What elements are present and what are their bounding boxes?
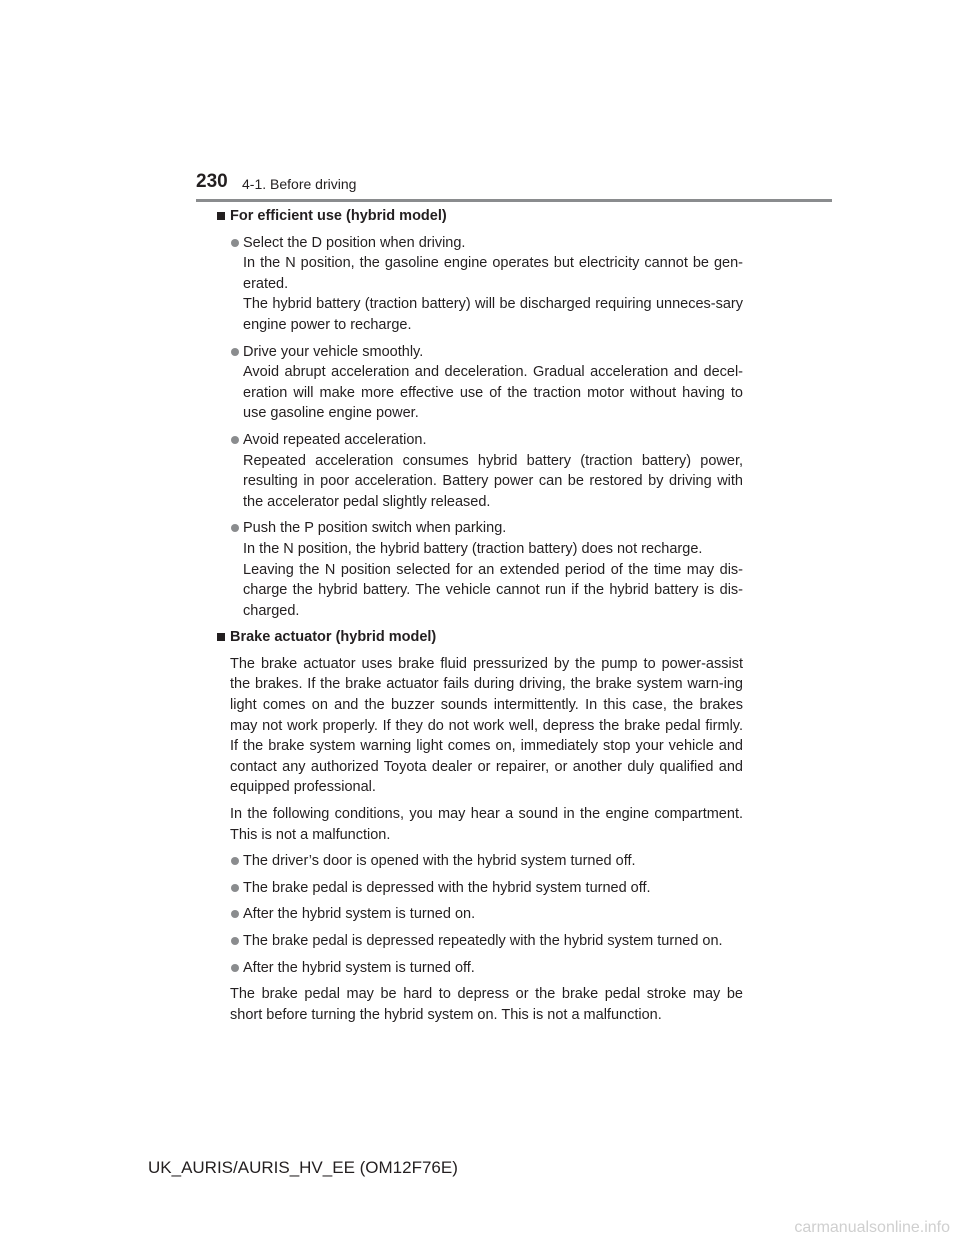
list-item bbox=[215, 233, 743, 336]
list-item bbox=[215, 878, 743, 899]
item-text: The driver’s door is opened with the hybrid system turned off. bbox=[243, 853, 636, 870]
section-title: 4-1. Before driving bbox=[242, 176, 357, 192]
item-text: Repeated acceleration consumes hybrid battery (traction battery) power, resulting in poor acceleration. Battery power can be restored by driving with the accelerator pedal slightly released. bbox=[243, 452, 743, 510]
header-rule bbox=[196, 199, 832, 202]
round-bullet-icon bbox=[231, 937, 239, 945]
paragraph: The brake pedal may be hard to depress or the brake pedal stroke may be short before turning the hybrid system on. This is not a malfunction. bbox=[230, 986, 743, 1023]
item-text: The brake pedal is depressed with the hybrid system turned off. bbox=[243, 879, 651, 896]
square-bullet-icon bbox=[217, 633, 225, 641]
list-item bbox=[215, 518, 743, 621]
round-bullet-icon bbox=[231, 884, 239, 892]
brake-actuator-heading bbox=[215, 627, 743, 648]
item-text: After the hybrid system is turned off. bbox=[243, 959, 475, 976]
item-title: Select the D position when driving. bbox=[243, 234, 466, 251]
heading-text: Brake actuator (hybrid model) bbox=[230, 629, 437, 646]
round-bullet-icon bbox=[231, 524, 239, 532]
round-bullet-icon bbox=[231, 239, 239, 247]
page-number: 230 bbox=[196, 171, 228, 192]
paragraph: The brake actuator uses brake fluid pressurized by the pump to power-assist the brakes. If the brake actuator fails during driving, the brake system warn-ing light comes on and the buzzer sounds intermittently. In this case, the brakes may not work properly. If they do not work well, depress the brake pedal firmly. If the brake system warning light comes on, immediately stop your vehicle and contact any authorized Toyota dealer or repairer, or another duly qualified and equipped professional. bbox=[230, 655, 743, 796]
paragraph: In the following conditions, you may hear a sound in the engine compartment. This is not a malfunction. bbox=[230, 806, 743, 843]
watermark: carmanualsonline.info bbox=[794, 1219, 950, 1236]
item-title: Avoid repeated acceleration. bbox=[243, 431, 427, 448]
square-bullet-icon bbox=[217, 212, 225, 220]
list-item bbox=[215, 904, 743, 925]
item-text: The hybrid battery (traction battery) will be discharged requiring unneces-sary engine power to recharge. bbox=[243, 296, 743, 333]
item-text: The brake pedal is depressed repeatedly with the hybrid system turned on. bbox=[243, 933, 723, 949]
round-bullet-icon bbox=[231, 910, 239, 918]
item-title: Push the P position switch when parking. bbox=[243, 520, 507, 537]
item-title: Drive your vehicle smoothly. bbox=[243, 343, 424, 360]
main-content bbox=[215, 206, 743, 1031]
round-bullet-icon bbox=[231, 348, 239, 356]
footer-model-code: UK_AURIS/AURIS_HV_EE (OM12F76E) bbox=[148, 1158, 458, 1177]
round-bullet-icon bbox=[231, 964, 239, 972]
heading-text: For efficient use (hybrid model) bbox=[230, 208, 447, 224]
list-item bbox=[215, 958, 743, 979]
list-item bbox=[215, 851, 743, 872]
list-item bbox=[215, 931, 743, 952]
list-item bbox=[215, 342, 743, 424]
item-text: In the N position, the hybrid battery (traction battery) does not recharge. bbox=[243, 540, 703, 557]
round-bullet-icon bbox=[231, 857, 239, 865]
efficient-use-heading bbox=[215, 206, 743, 227]
round-bullet-icon bbox=[231, 436, 239, 444]
list-item bbox=[215, 430, 743, 512]
item-text: After the hybrid system is turned on. bbox=[243, 906, 476, 923]
item-text: Leaving the N position selected for an extended period of the time may dis-charge the hybrid battery. The vehicle cannot run if the hybrid battery is dis-charged. bbox=[243, 561, 743, 619]
item-text: Avoid abrupt acceleration and deceleration. Gradual acceleration and decel-eration will make more effective use of the traction motor without having to use gasoline engine power. bbox=[243, 364, 743, 422]
item-text: In the N position, the gasoline engine operates but electricity cannot be gen-erated. bbox=[243, 255, 743, 292]
